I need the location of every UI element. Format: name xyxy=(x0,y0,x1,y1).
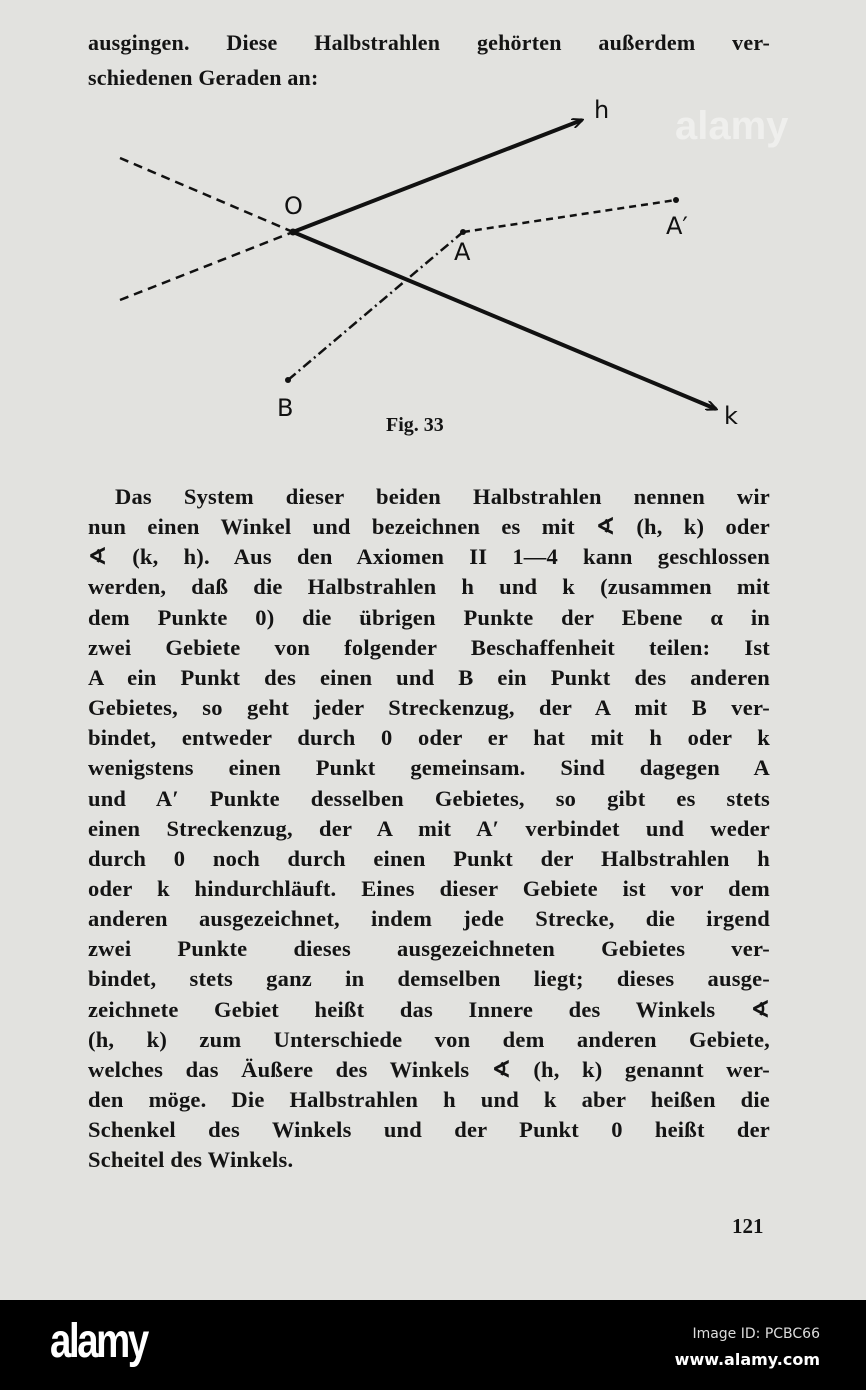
alamy-logo: alamy xyxy=(50,1315,147,1368)
text-line: durch 0 noch durch einen Punkt der Halbstrahlen h xyxy=(88,845,770,871)
text-line: Das System dieser beiden Halbstrahlen nennen wir xyxy=(115,484,770,509)
text-line: wenigstens einen Punkt gemeinsam. Sind dagegen A xyxy=(88,755,770,781)
figure-33-diagram xyxy=(0,0,866,440)
text-line: schiedenen Geraden an: xyxy=(88,65,319,90)
text-line: anderen ausgezeichnet, indem jede Strecke, die irgend xyxy=(88,906,770,932)
text-line: Gebietes, so geht jeder Streckenzug, der A mit B ver- xyxy=(88,695,770,721)
point-A xyxy=(460,229,466,235)
text-line: nun einen Winkel und bezeichnen es mit ∢ (h, k) oder xyxy=(88,514,770,540)
point-O xyxy=(290,229,297,236)
point-B xyxy=(285,377,291,383)
footer-bar xyxy=(0,1300,866,1390)
text-line: bindet, entweder durch 0 oder er hat mit h oder k xyxy=(88,725,770,751)
text-line: ∢ (k, h). Aus den Axiomen II 1—4 kann geschlossen xyxy=(88,544,770,570)
point-A-prime xyxy=(673,197,679,203)
ray-h xyxy=(293,120,582,232)
ray-k xyxy=(293,232,716,409)
label-A-prime: A′ xyxy=(666,212,688,240)
text-line: A ein Punkt des einen und B ein Punkt des anderen xyxy=(88,664,770,690)
image-id: Image ID: PCBC66 xyxy=(692,1326,820,1342)
text-line: dem Punkte 0) die übrigen Punkte der Ebene α in xyxy=(88,604,770,630)
extension-k-dashed xyxy=(120,232,293,300)
text-line: den möge. Die Halbstrahlen h und k aber heißen die xyxy=(88,1087,770,1112)
extension-h-dashed xyxy=(120,158,293,232)
label-B: B xyxy=(277,394,294,422)
segment-B-A xyxy=(288,232,463,380)
label-O: O xyxy=(284,192,303,220)
text-line: zeichnete Gebiet heißt das Innere des Winkels ∢ xyxy=(88,996,770,1022)
label-h: h xyxy=(594,96,610,124)
label-k: k xyxy=(724,402,738,430)
text-line: Schenkel des Winkels und der Punkt 0 heißt der xyxy=(88,1117,770,1143)
site-url: www.alamy.com xyxy=(674,1350,820,1369)
text-line: oder k hindurchläuft. Eines dieser Gebiete ist vor dem xyxy=(88,875,770,901)
watermark: alamy xyxy=(675,104,789,148)
text-line: zwei Gebiete von folgender Beschaffenheit teilen: Ist xyxy=(88,634,770,660)
page-number: 121 xyxy=(732,1214,764,1238)
text-line: zwei Punkte dieses ausgezeichneten Gebietes ver- xyxy=(88,936,770,962)
text-line: und A′ Punkte desselben Gebietes, so gibt es stets xyxy=(88,785,770,811)
text-line: welches das Äußere des Winkels ∢ (h, k) genannt wer- xyxy=(88,1056,770,1082)
figure-caption: Fig. 33 xyxy=(386,414,444,436)
text-line: bindet, stets ganz in demselben liegt; dieses ausge- xyxy=(88,966,770,992)
text-line: (h, k) zum Unterschiede von dem anderen Gebiete, xyxy=(88,1026,770,1052)
text-line: einen Streckenzug, der A mit A′ verbindet und weder xyxy=(88,815,770,841)
label-A: A xyxy=(454,238,471,266)
text-line: Scheitel des Winkels. xyxy=(88,1147,294,1173)
text-line: werden, daß die Halbstrahlen h und k (zusammen mit xyxy=(88,574,770,600)
segment-A-Aprime xyxy=(463,200,676,232)
text-line: ausgingen. Diese Halbstrahlen gehörten außerdem ver- xyxy=(88,30,770,55)
